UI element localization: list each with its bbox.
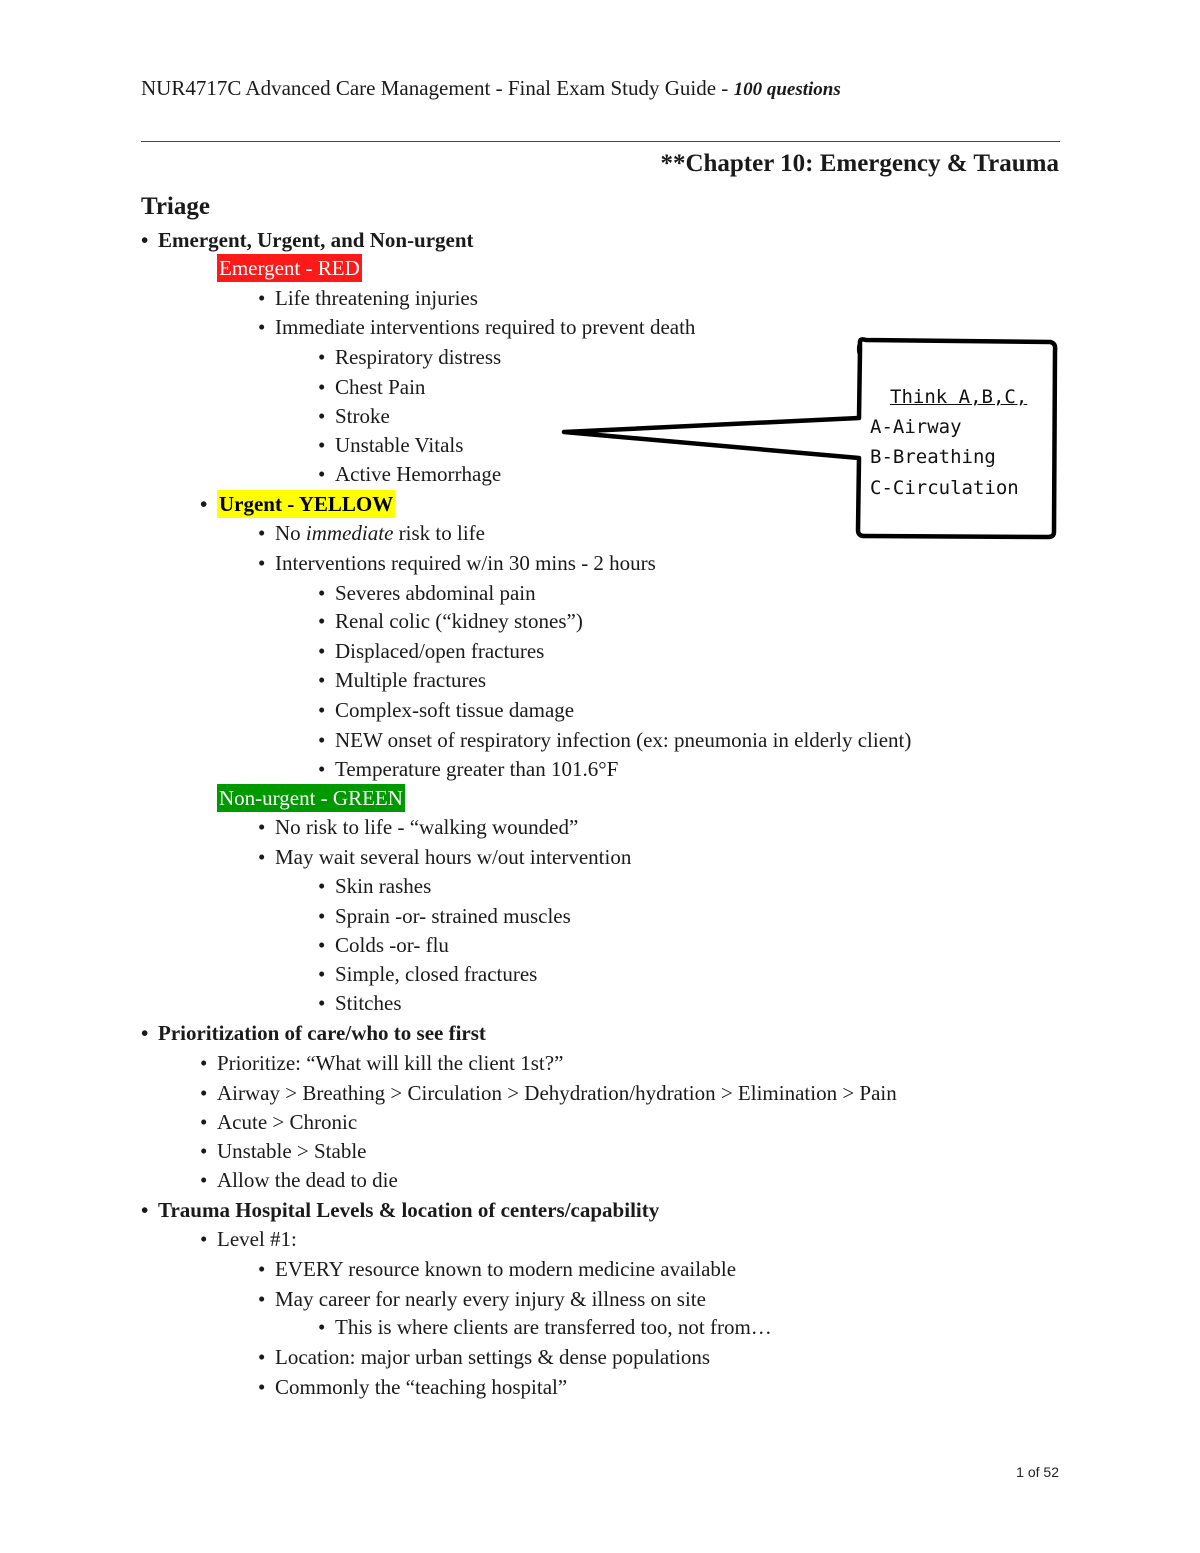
urgent-example: • Renal colic (“kidney stones”) [318,609,583,633]
triage-categories: • Emergent, Urgent, and Non-urgent [141,228,474,252]
nonurgent-label: Non-urgent - GREEN [219,786,403,810]
urgent-example: • Displaced/open fractures [318,639,545,663]
prioritization-item: • Prioritize: “What will kill the client 1st?” [200,1051,564,1075]
urgent-example: • Severes abdominal pain [318,581,536,605]
callout-line-circulation: C-Circulation [870,477,1019,499]
emergent-example: • Active Hemorrhage [318,462,502,486]
trauma-item: • EVERY resource known to modern medicine available [258,1257,737,1281]
emergent-label: Emergent - RED [219,256,360,280]
urgent-example: • NEW onset of respiratory infection (ex: pneumonia in elderly client) [318,728,912,752]
chapter-title: **Chapter 10: Emergency & Trauma [660,150,1059,177]
urgent-example: • Temperature greater than 101.6°F [318,757,619,781]
trauma-heading: • Trauma Hospital Levels & location of centers/capability [141,1198,660,1222]
bullet: • [141,228,149,252]
prioritization-item: • Acute > Chronic [200,1110,358,1134]
nonurgent-example: • Simple, closed fractures [318,962,538,986]
trauma-sub-item: • This is where clients are transferred too, not from… [318,1315,772,1339]
urgent-example: • Complex-soft tissue damage [318,698,575,722]
nonurgent-example: • Sprain -or- strained muscles [318,904,571,928]
emergent-item: • Immediate interventions required to prevent death [258,315,696,339]
header-divider [141,141,1060,142]
trauma-item: • Commonly the “teaching hospital” [258,1375,568,1399]
callout-line-airway: A-Airway [870,416,962,438]
callout-line-breathing: B-Breathing [870,446,996,468]
nonurgent-item: • No risk to life - “walking wounded” [258,815,579,839]
urgent-label: • Urgent - YELLOW [200,492,394,516]
document-header [141,72,1060,106]
emergent-example: • Respiratory distress [318,345,502,369]
header-title: NUR4717C Advanced Care Management - Final Exam Study Guide - [141,76,734,100]
callout-border-icon [560,336,1060,542]
prioritization-item: • Allow the dead to die [200,1168,398,1192]
emergent-example: • Chest Pain [318,375,426,399]
triage-heading: Triage [141,193,210,220]
emergent-example: • Unstable Vitals [318,433,464,457]
emergent-item: • Life threatening injuries [258,286,478,310]
prioritization-heading: • Prioritization of care/who to see first [141,1021,486,1045]
header-question-count: 100 questions [733,79,841,100]
trauma-item: • Location: major urban settings & dense populations [258,1345,711,1369]
urgent-item: • Interventions required w/in 30 mins - 2 hours [258,551,656,575]
abc-callout [560,336,1060,542]
page-number: 1 of 52 [1016,1464,1059,1480]
urgent-item: • No immediate risk to life [258,521,485,545]
callout-title: Think A,B,C, [890,386,1028,408]
nonurgent-item: • May wait several hours w/out intervention [258,845,632,869]
trauma-item: • May career for nearly every injury & illness on site [258,1287,706,1311]
nonurgent-example: • Stitches [318,991,402,1015]
prioritization-item: • Unstable > Stable [200,1139,367,1163]
prioritization-item: • Airway > Breathing > Circulation > Dehydration/hydration > Elimination > Pain [200,1081,897,1105]
nonurgent-example: • Colds -or- flu [318,933,449,957]
urgent-example: • Multiple fractures [318,668,487,692]
emergent-example: • Stroke [318,404,390,428]
nonurgent-example: • Skin rashes [318,874,432,898]
trauma-level-1: • Level #1: [200,1227,297,1251]
